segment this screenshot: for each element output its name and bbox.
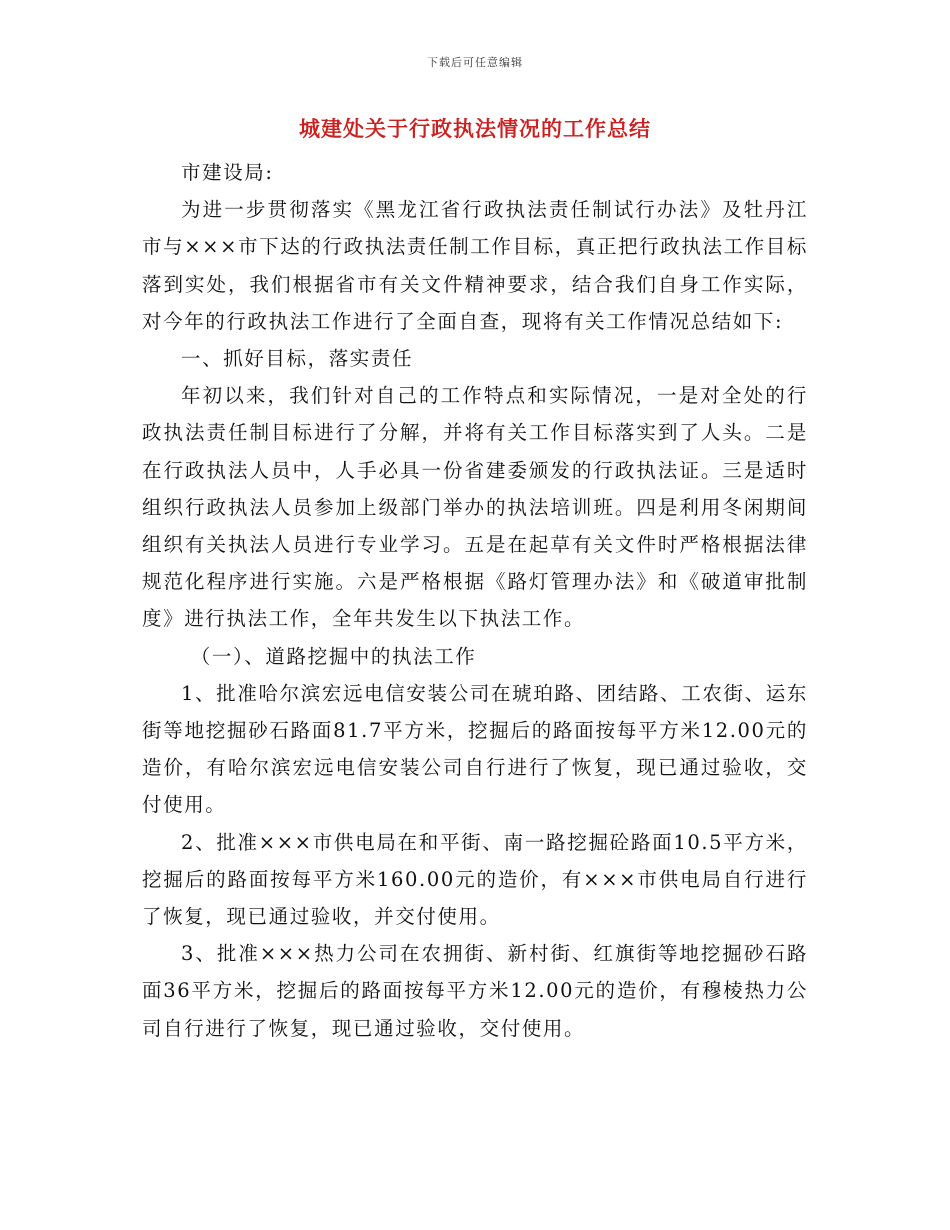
paragraph-section-1: 年初以来，我们针对自己的工作特点和实际情况，一是对全处的行政执法责任制目标进行了分解，并将有关工作目标落实到了人头。二是在行政执法人员中，人手必具一份省建委颁发的行政执法证。三是适时组织行政执法人员参加上级部门举办的执法培训班。四是利用冬闲期间组织有关执法人员进行专业学习。五是在起草有关文件时严格根据法律规范化程序进行实施。六是严格根据《路灯管理办法》和《破道审批制度》进行执法工作，全年共发生以下执法工作。 bbox=[142, 384, 808, 631]
list-item-1: 1、批准哈尔滨宏远电信安装公司在琥珀路、团结路、工农街、运东街等地挖掘砂石路面81.7平方米，挖掘后的路面按每平方米12.00元的造价，有哈尔滨宏远电信安装公司自行进行了恢复，现已通过验收，交付使用。 bbox=[142, 681, 808, 817]
subsection-heading-1: （一）、道路挖掘中的执法工作 bbox=[190, 644, 477, 668]
list-item-3: 3、批准×××热力公司在农拥街、新村街、红旗街等地挖掘砂石路面36平方米，挖掘后的路面按每平方米12.00元的造价，有穆棱热力公司自行进行了恢复，现已通过验收，交付使用。 bbox=[142, 942, 808, 1040]
section-heading-1: 一、抓好目标，落实责任 bbox=[181, 347, 414, 371]
paragraph-intro: 为进一步贯彻落实《黑龙江省行政执法责任制试行办法》及牡丹江市与×××市下达的行政执法责任制工作目标，真正把行政执法工作目标落到实处，我们根据省市有关文件精神要求，结合我们自身工作实际，对今年的行政执法工作进行了全面自查，现将有关工作情况总结如下: bbox=[142, 198, 808, 333]
document-body bbox=[142, 154, 808, 1047]
page-header-note: 下载后可任意编辑 bbox=[427, 56, 523, 69]
document-title: 城建处关于行政执法情况的工作总结 bbox=[299, 116, 651, 141]
list-item-2: 2、批准×××市供电局在和平街、南一路挖掘砼路面10.5平方米，挖掘后的路面按每平方米160.00元的造价，有×××市供电局自行进行了恢复，现已通过验收，并交付使用。 bbox=[142, 830, 808, 929]
salutation: 市建设局: bbox=[181, 161, 274, 184]
